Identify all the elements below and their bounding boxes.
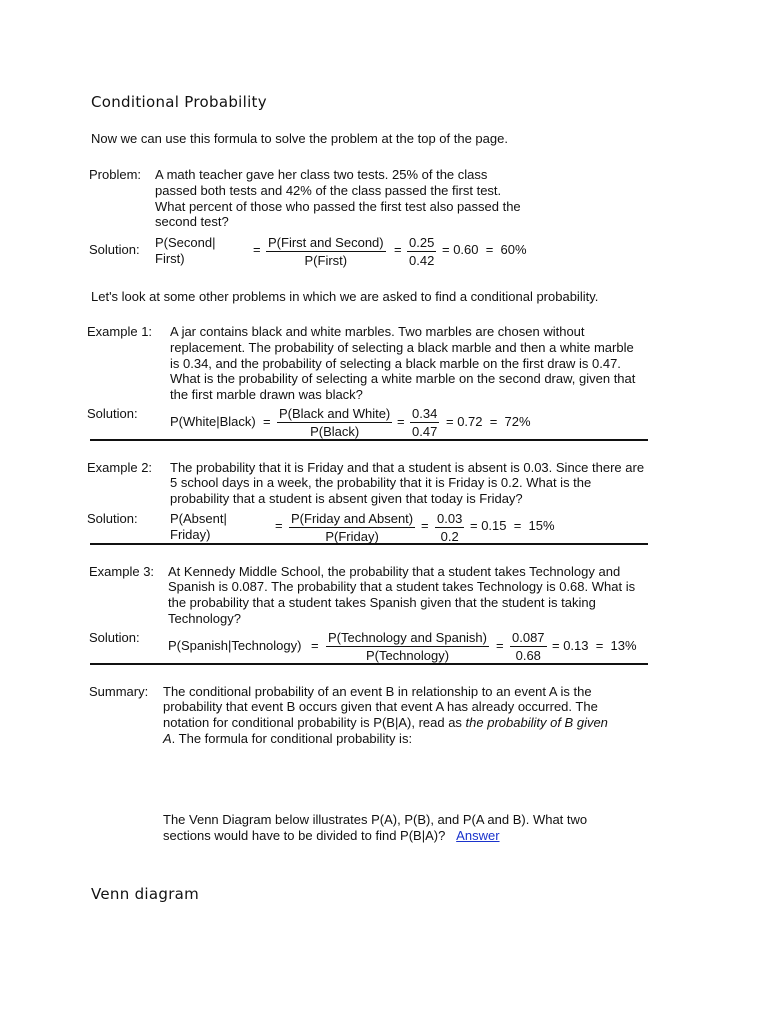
fraction-denominator: P(Friday) (325, 529, 379, 544)
equals-sign: = (311, 638, 319, 653)
divider (90, 543, 648, 545)
example2-label: Example 2: (87, 460, 153, 475)
fraction-numerator: P(Friday and Absent) (291, 511, 414, 526)
example3-label: Example 3: (89, 564, 155, 579)
summary-label: Summary: (89, 684, 149, 699)
example2-result: = 0.15 = 15% (470, 518, 555, 533)
example1-line: What is the probability of selecting a white marble on the second draw, given that (170, 371, 636, 386)
example2-fraction-formula (289, 511, 415, 544)
venn-question-line (163, 828, 500, 844)
fraction-numerator: 0.03 (437, 511, 463, 526)
answer-link[interactable]: Answer (456, 828, 500, 843)
fraction-denominator: P(First) (304, 253, 348, 268)
problem-line: second test? (155, 214, 229, 229)
summary-line: The conditional probability of an event B in relationship to an event A is the (163, 684, 592, 699)
example1-line: A jar contains black and white marbles. Two marbles are chosen without (170, 324, 585, 339)
fraction-denominator: 0.42 (409, 253, 435, 268)
example3-line: At Kennedy Middle School, the probability that a student takes Technology and (168, 564, 621, 579)
example1-label: Example 1: (87, 324, 153, 339)
summary-line (163, 731, 412, 747)
example2-lhs: Friday) (170, 527, 211, 542)
summary-text: . The formula for conditional probability is: (171, 731, 413, 746)
example3-result: = 0.13 = 13% (552, 638, 637, 653)
fraction-denominator: 0.2 (440, 529, 459, 544)
page-title: Conditional Probability (91, 93, 267, 111)
venn-question-line: The Venn Diagram below illustrates P(A), P(B), and P(A and B). What two (163, 812, 588, 827)
venn-question-text: sections would have to be divided to find P(B|A)? (163, 828, 446, 843)
example1-line: the first marble drawn was black? (170, 387, 363, 402)
summary-text: notation for conditional probability is P(B|A), read as (163, 715, 466, 730)
equals-sign: = (394, 242, 402, 257)
example1-line: replacement. The probability of selecting a black marble and then a white marble (170, 340, 634, 355)
lead-text: Let's look at some other problems in which we are asked to find a conditional probability. (91, 289, 599, 304)
fraction-numerator: P(Technology and Spanish) (328, 630, 487, 645)
example3-lhs: P(Spanish|Technology) (168, 638, 302, 653)
problem-line: passed both tests and 42% of the class passed the first test. (155, 183, 502, 198)
example2-line: 5 school days in a week, the probability that it is Friday is 0.2. What is the (170, 475, 592, 490)
divider (90, 663, 648, 665)
fraction-numerator: 0.087 (512, 630, 545, 645)
fraction-numerator: P(First and Second) (268, 235, 384, 250)
fraction-denominator: P(Black) (310, 424, 360, 439)
example2-lhs: P(Absent| (170, 511, 227, 526)
equals-sign: = (421, 518, 429, 533)
example1-fraction-formula (277, 406, 392, 439)
example2-line: probability that a student is absent given that today is Friday? (170, 491, 523, 506)
fraction-numerator: P(Black and White) (279, 406, 391, 421)
equals-sign: = (397, 414, 405, 429)
problem-fraction-formula (266, 235, 386, 268)
example3-solution-label: Solution: (89, 630, 140, 645)
summary-emphasis: the probability of B given (465, 715, 608, 730)
fraction-denominator: 0.68 (515, 648, 541, 663)
problem-line: What percent of those who passed the first test also passed the (155, 199, 521, 214)
venn-heading: Venn diagram (91, 885, 200, 903)
fraction-denominator: P(Technology) (365, 648, 450, 663)
problem-solution-label: Solution: (89, 242, 140, 257)
example3-line: Technology? (168, 611, 241, 626)
fraction-numerator: 0.25 (409, 235, 435, 250)
example3-line: the probability that a student takes Spanish given that the student is taking (168, 595, 596, 610)
problem-lhs: First) (155, 251, 185, 266)
example3-fraction-formula (326, 630, 489, 663)
example2-line: The probability that it is Friday and that a student is absent is 0.03. Since there are (170, 460, 645, 475)
problem-lhs: P(Second| (155, 235, 216, 250)
equals-sign: = (263, 414, 271, 429)
divider (90, 439, 648, 441)
fraction-numerator: 0.34 (412, 406, 438, 421)
example2-fraction-values (435, 511, 464, 544)
problem-result: = 0.60 = 60% (442, 242, 527, 257)
example1-line: is 0.34, and the probability of selecting a black marble on the first draw is 0.47. (170, 356, 621, 371)
summary-line (163, 715, 608, 731)
example3-fraction-values (510, 630, 547, 663)
example1-lhs: P(White|Black) (170, 414, 256, 429)
equals-sign: = (496, 638, 504, 653)
example3-line: Spanish is 0.087. The probability that a student takes Technology is 0.68. What is (168, 579, 636, 594)
summary-emphasis: A (163, 731, 172, 746)
example1-result: = 0.72 = 72% (446, 414, 531, 429)
intro-text: Now we can use this formula to solve the problem at the top of the page. (91, 131, 508, 146)
fraction-denominator: 0.47 (412, 424, 438, 439)
problem-label: Problem: (89, 167, 142, 182)
summary-line: probability that event B occurs given that event A has already occurred. The (163, 699, 598, 714)
equals-sign: = (253, 242, 261, 257)
example1-fraction-values (410, 406, 439, 439)
example2-solution-label: Solution: (87, 511, 138, 526)
problem-fraction-values (407, 235, 436, 268)
example1-solution-label: Solution: (87, 406, 138, 421)
equals-sign: = (275, 518, 283, 533)
problem-line: A math teacher gave her class two tests. 25% of the class (155, 167, 488, 182)
